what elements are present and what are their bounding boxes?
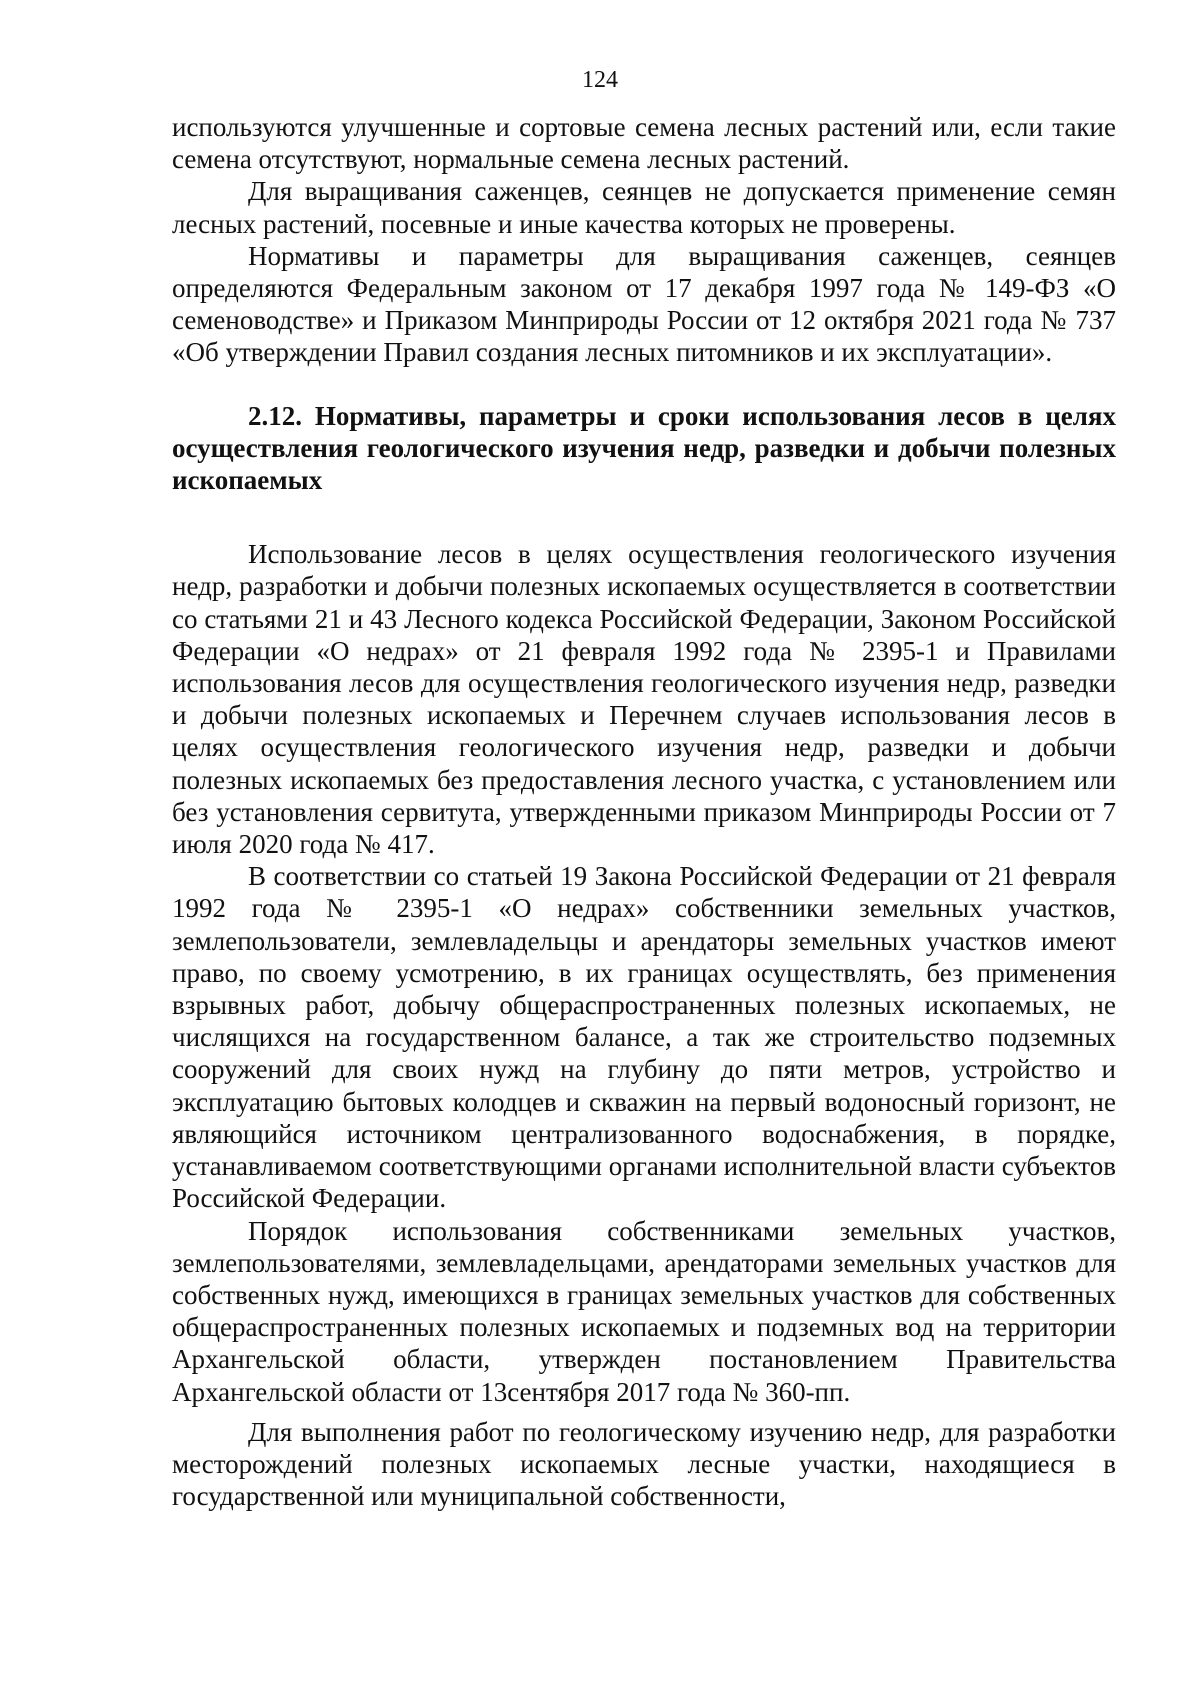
section-heading: 2.12. Нормативы, параметры и сроки использования лесов в целях осуществления геологического изучения недр, разведки и добычи полезных ископаемых — [172, 400, 1116, 496]
paragraph-seedling-norms: Нормативы и параметры для выращивания саженцев, сеянцев определяются Федеральным законом от 17 декабря 1997 года № 149-ФЗ «О семеноводстве» и Приказом Минприроды России от 12 октября 2021 года № 737 «Об утверждении Правил создания лесных питомников и их эксплуатации». — [172, 240, 1116, 368]
paragraph-forest-use-geology: Использование лесов в целях осуществления геологического изучения недр, разработки и добычи полезных ископаемых осуществляется в соответствии со статьями 21 и 43 Лесного кодекса Российской Федерации, Законом Российской Федерации «О недрах» от 21 февраля 1992 года № 2395-1 и Правилами использования лесов для осуществления геологического изучения недр, разведки и добычи полезных ископаемых и Перечнем случаев использования лесов в целях осуществления геологического изучения недр, разведки и добычи полезных ископаемых без предоставления лесного участка, с установлением или без установления сервитута, утвержденными приказом Минприроды России от 7 июля 2020 года № 417. — [172, 539, 1116, 860]
paragraph-arkhangelsk-procedure: Порядок использования собственниками земельных участков, землепользователями, землевладельцами, арендаторами земельных участков для собственных нужд, имеющихся в границах земельных участков для собственных общераспространенных полезных ископаемых и подземных вод на территории Архангельской области, утвержден постановлением Правительства Архангельской области от 13сентября 2017 года № 360-пп. — [172, 1215, 1116, 1407]
paragraph-seed-restriction: Для выращивания саженцев, сеянцев не допускается применение семян лесных растений, посевные и иные качества которых не проверены. — [172, 176, 1116, 239]
document-body — [172, 111, 1116, 1512]
paragraph-landowner-rights: В соответствии со статьей 19 Закона Российской Федерации от 21 февраля 1992 года № 2395-1 «О недрах» собственники земельных участков, землепользователи, землевладельцы и арендаторы земельных участков имеют право, по своему усмотрению, в их границах осуществлять, без применения взрывных работ, добычу общераспространенных полезных ископаемых, не числящихся на государственном балансе, а так же строительство подземных сооружений для своих нужд на глубину до пяти метров, устройство и эксплуатацию бытовых колодцев и скважин на первый водоносный горизонт, не являющийся источником централизованного водоснабжения, в порядке, устанавливаемом соответствующими органами исполнительной власти субъектов Российской Федерации. — [172, 861, 1116, 1214]
paragraph-continuation: используются улучшенные и сортовые семена лесных растений или, если такие семена отсутствуют, нормальные семена лесных растений. — [172, 112, 1116, 175]
paragraph-geological-works: Для выполнения работ по геологическому изучению недр, для разработки месторождений полезных ископаемых лесные участки, находящиеся в государственной или муниципальной собственности, — [172, 1416, 1116, 1512]
page-number: 124 — [582, 67, 618, 93]
